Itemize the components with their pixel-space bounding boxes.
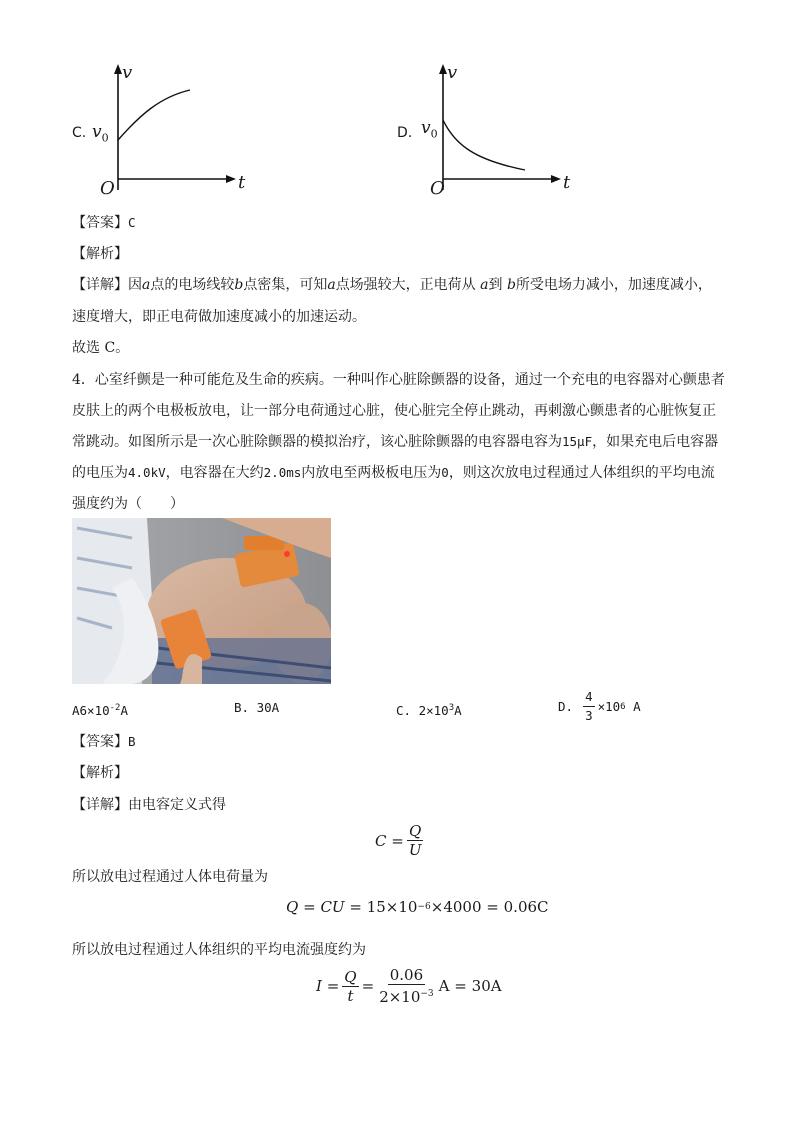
graph-c (60, 60, 260, 200)
v0-label: $v_0$ (421, 118, 438, 141)
q3-conclusion: 故选 C。 (72, 340, 130, 356)
q3-detail-line1: 【详解】因a点的电场线较b点密集，可知a点场强较大，正电荷从 a到 b所受电场力减小，加速度减小， (72, 277, 712, 293)
velocity-time-graph-c (60, 60, 260, 200)
option-b[interactable]: B. 30A (234, 700, 280, 715)
q3-analysis-label: 【解析】 (72, 246, 128, 262)
answer-label: 【答案】 (72, 215, 128, 231)
formula-current: I = $\frac{Q}{t}$ = $\frac{0.06}{2\times 10^{-3}}$ A = 30A (316, 966, 502, 1006)
y-axis-arrow (439, 64, 447, 74)
formula-capacitance: C = $\frac{Q}{U}$ (375, 822, 422, 859)
q4-answer (72, 731, 136, 753)
axis-label-t: t (238, 172, 246, 193)
q4-stem-line3: 常跳动。如图所示是一次心脏除颤器的模拟治疗，该心脏除颤器的电容器电容为15μF，如果充电后电容器 (72, 434, 719, 450)
q4-stem-line1: 4．心室纤颤是一种可能危及生命的疾病。一种叫作心脏除颤器的设备，通过一个充电的电容器对心颤患者 (72, 372, 725, 388)
axis-label-t: t (563, 172, 571, 193)
option-c-label: C. (72, 125, 87, 141)
x-axis-arrow (226, 175, 236, 183)
axis-label-v: v (447, 62, 458, 83)
answer-value: C (128, 215, 136, 230)
answer-value: B (128, 734, 136, 749)
option-d-label: D. (397, 125, 413, 141)
line-charge: 所以放电过程通过人体电荷量为 (72, 869, 268, 885)
q4-detail: 【详解】由电容定义式得 (72, 797, 226, 813)
q4-stem-line4: 的电压为4.0kV，电容器在大约2.0ms内放电至两极板电压为0，则这次放电过程通过人体组织的平均电流 (72, 465, 715, 481)
option-d[interactable]: D. $\frac{4}{3}$ ×10 6 A (558, 689, 641, 723)
axis-label-v: v (122, 62, 133, 83)
curve-increasing (118, 90, 190, 140)
graph-d (385, 60, 585, 200)
q4-stem-line5: 强度约为（ ） (72, 496, 184, 512)
velocity-time-graph-d (385, 60, 585, 200)
origin-label: O (430, 178, 445, 199)
q4-stem-line2: 皮肤上的两个电极板放电，让一部分电荷通过心脏，使心脏完全停止跳动，再刺激心颤患者的心脏恢复正 (72, 403, 716, 419)
v0-label: $v_0$ (92, 122, 109, 145)
answer-label: 【答案】 (72, 734, 128, 750)
q4-analysis-label: 【解析】 (72, 765, 128, 781)
formula-charge: Q = CU = 15×10 −6 ×4000 = 0.06C (286, 898, 549, 916)
option-c[interactable]: C. $2\times 10^3A$ (396, 703, 462, 719)
origin-label: O (100, 178, 115, 199)
q3-detail-line2: 速度增大，即正电荷做加速度减小的加速运动。 (72, 309, 366, 325)
x-axis-arrow (551, 175, 561, 183)
defibrillator-photo (72, 518, 331, 684)
q3-answer (72, 212, 136, 234)
line-current: 所以放电过程通过人体组织的平均电流强度约为 (72, 942, 366, 958)
curve-decreasing (443, 120, 525, 170)
option-a[interactable]: $A6\times 10^{-2}A$ (72, 703, 129, 719)
y-axis-arrow (114, 64, 122, 74)
